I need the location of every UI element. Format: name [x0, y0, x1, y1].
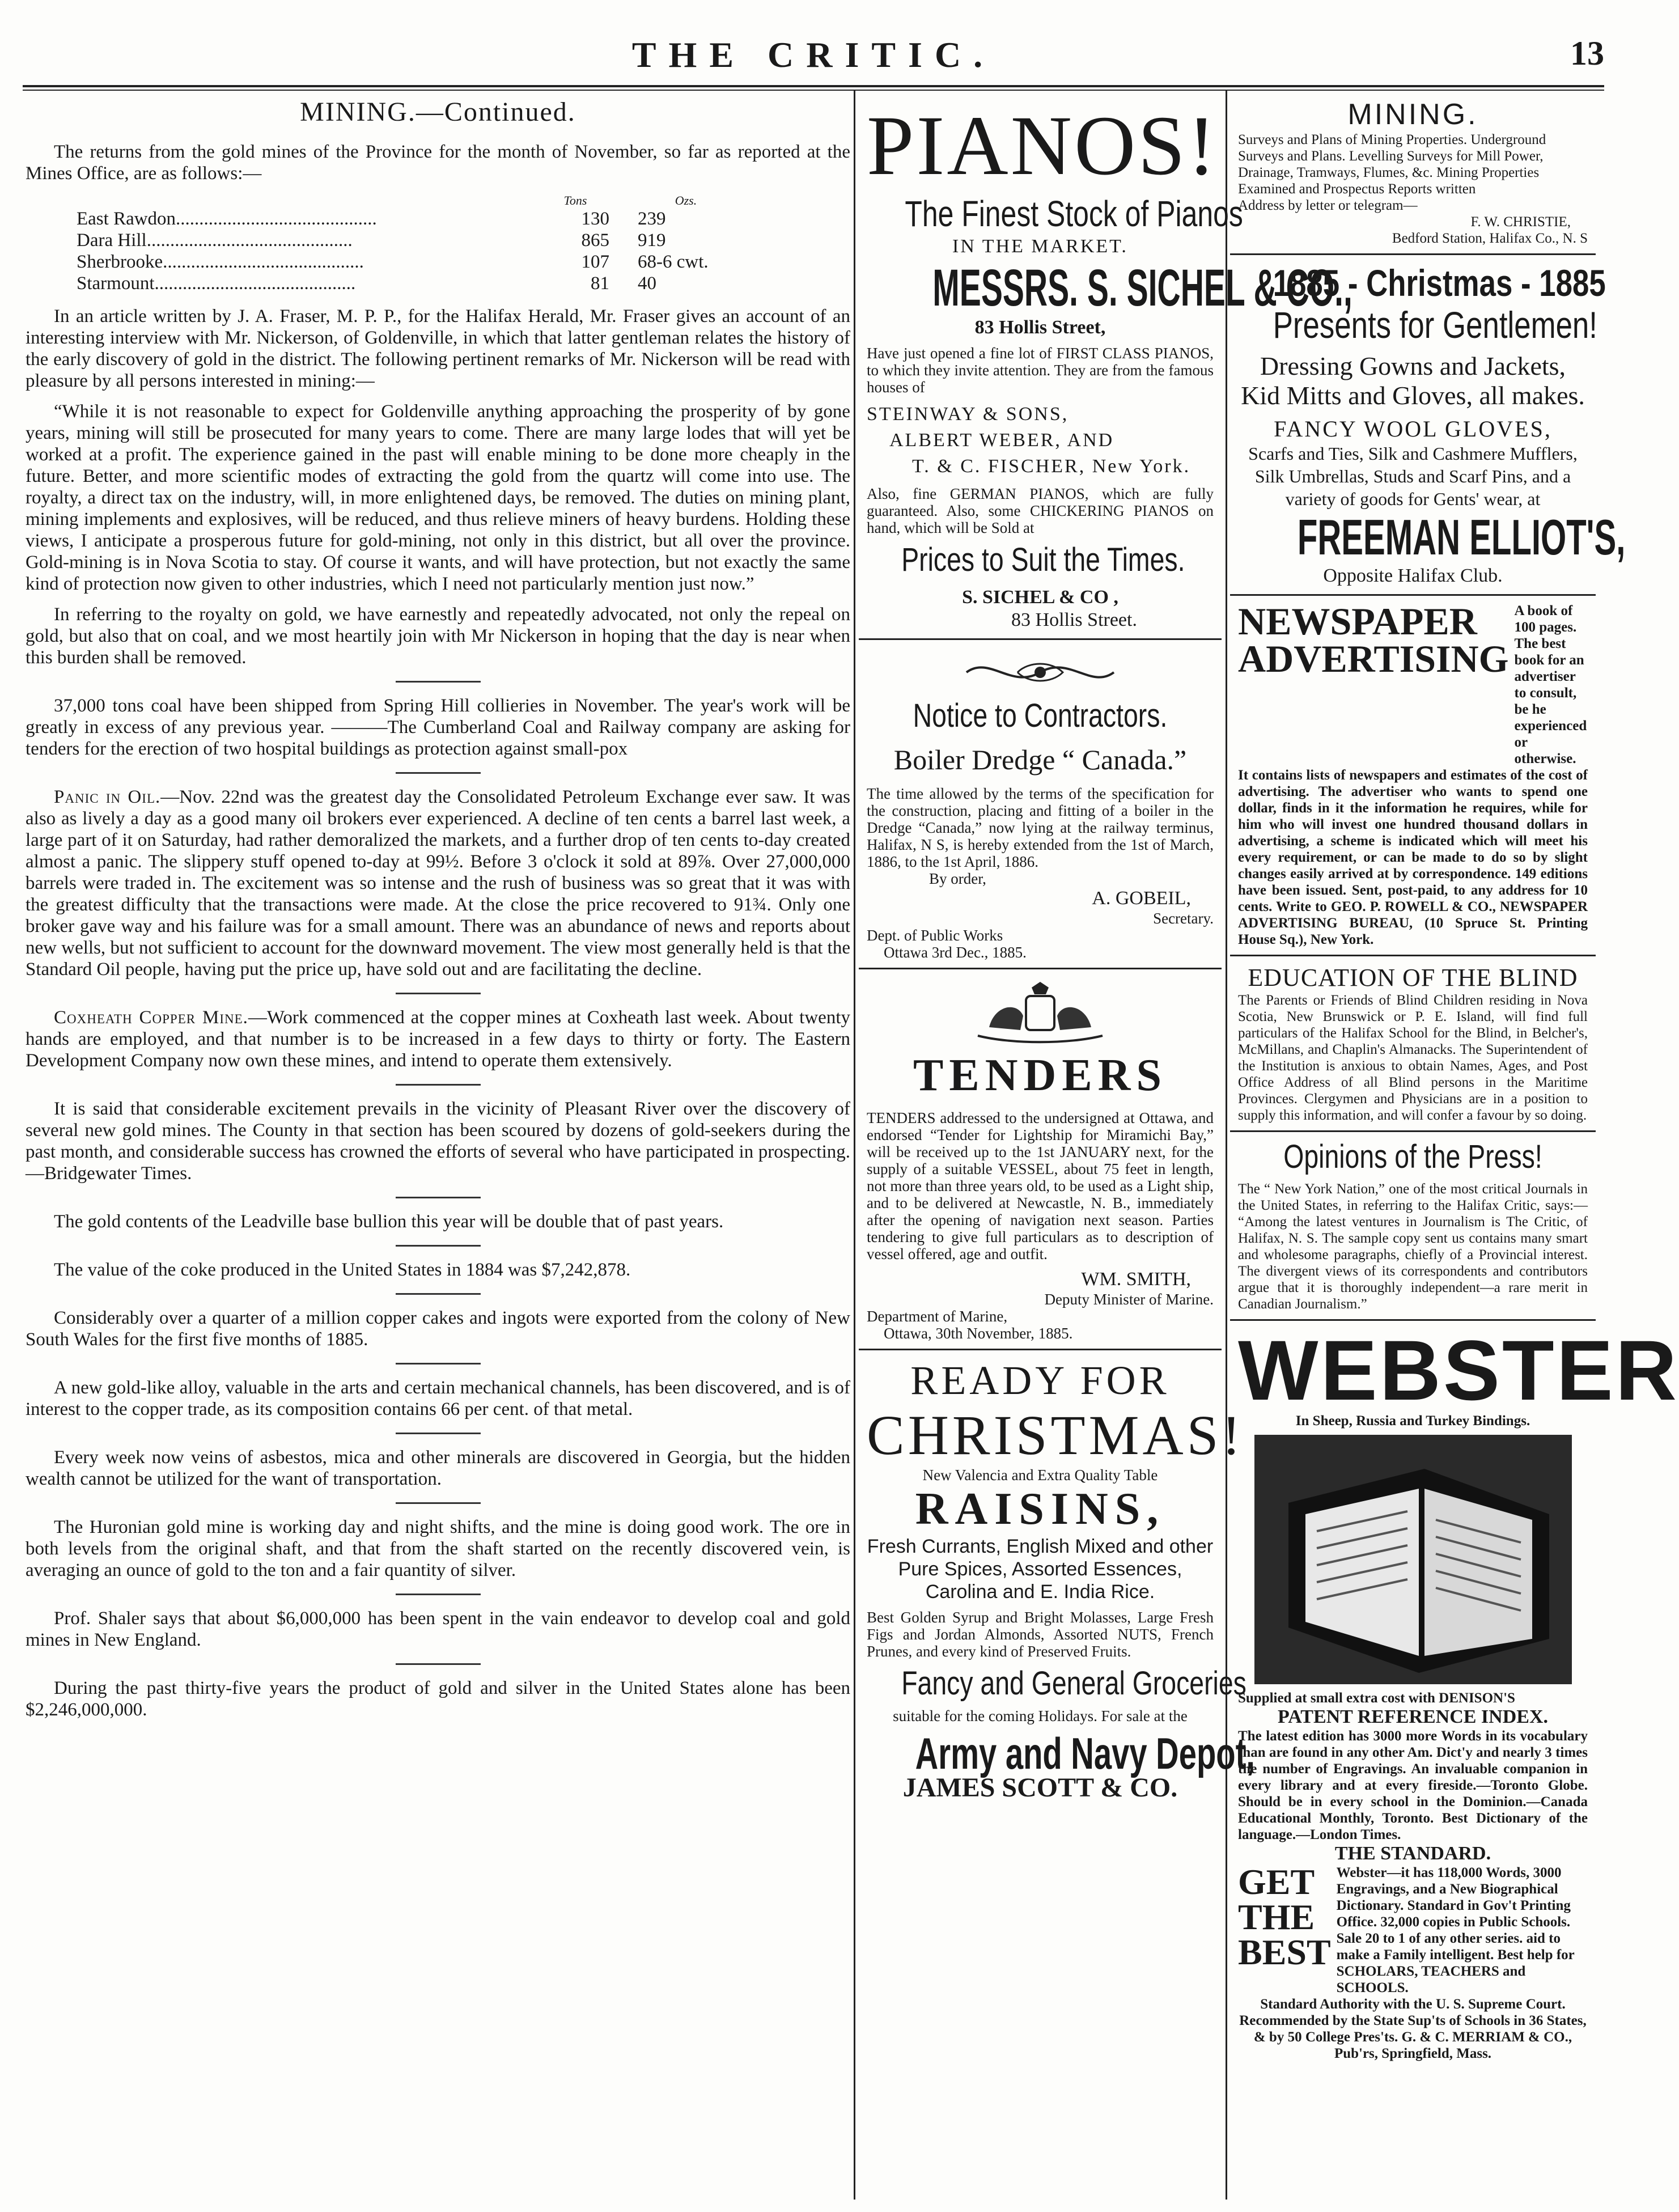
gowns-text: Dressing Gowns and Jackets, Kid Mitts and Gloves, all makes. — [1241, 351, 1585, 410]
webster-bindings: In Sheep, Russia and Turkey Bindings. — [1295, 1413, 1530, 1429]
mine-ozs: 68-6 cwt. — [638, 252, 709, 272]
webster-features: Webster—it has 118,000 Words, 3000 Engravings, and a New Biographical Dictionary. Standard in Gov't Printing Office. 32,000 copies in Public Schools. Sale 20 to 1 of any other series. aid to make a Family intelligent. Best help for SCHOLARS, TEACHERS and SCHOOLS. — [1336, 1865, 1575, 1995]
contractors-ad — [859, 640, 1222, 969]
freeman-elliot-ad — [1230, 255, 1626, 596]
column-rule-right — [1226, 91, 1227, 2200]
column-rule-left — [854, 91, 855, 2200]
prices-line: Prices to Suit the Times. — [901, 541, 1185, 578]
nsw-paragraph: Considerably over a quarter of a million copper cakes and ingots were exported from the colony of New South Wales for the first five months of 1885. — [26, 1308, 850, 1350]
word-best: BEST — [1238, 1932, 1331, 1972]
divider — [396, 681, 481, 683]
in-market-text: IN THE MARKET. — [952, 236, 1128, 257]
word-the: THE — [1238, 1897, 1315, 1937]
blind-education-ad — [1230, 956, 1596, 1132]
xmas-title: 1885 - Christmas - 1885 — [1273, 262, 1606, 304]
ozs-header: Ozs. — [675, 193, 697, 207]
mine-tons: 81 — [591, 273, 609, 294]
sichel-address: 83 Hollis Street, — [974, 317, 1106, 338]
mine-name: Sherbrooke........................................... — [77, 252, 364, 272]
divider — [396, 1197, 481, 1198]
webster-body: The latest edition has 3000 more Words in its vocabulary than are found in any other Am. Dict'y and nearly 3 times the number of Engravings. An invaluable companion in every library and at every fireside.—Toronto Globe. Should be in every school in the Dominion.—Canada Educational Monthly, Toronto. Best Dictionary of the language.—London Times. — [1238, 1728, 1588, 1842]
mining-survey-body: Surveys and Plans of Mining Properties. Underground Surveys and Plans. Levelling Surveys for Mill Power, Drainage, Tramways, Flumes, &c. Mining Properties Examined and Prospectus Reports written — [1238, 132, 1546, 197]
divider — [396, 1363, 481, 1365]
smith-title: Deputy Minister of Marine. — [1044, 1291, 1214, 1308]
tenders-ad — [859, 969, 1222, 1350]
get-the-best-block — [1238, 1864, 1588, 1996]
newspaper-logo — [1238, 600, 1509, 680]
christmas-title: CHRISTMAS! — [867, 1404, 1244, 1467]
the-standard: THE STANDARD. — [1334, 1843, 1491, 1864]
public-works-date: Ottawa 3rd Dec., 1885. — [884, 944, 1027, 961]
tons-header: Tons — [563, 193, 587, 207]
pianos-body: Have just opened a fine lot of FIRST CLASS PIANOS, to which they invite attention. They are from the famous houses of — [867, 345, 1214, 396]
pleasant-river-paragraph: It is said that considerable excitement prevails in the vicinity of Pleasant River over the discovery of several new gold mines. The County in that section has been scoured by dozens of gold-seekers during the past month, and considerable success has crowned the efforts of several who have participated in prospecting.—Bridgewater Times. — [26, 1099, 850, 1184]
sichel-firm-name: MESSRS. S. SICHEL & CO., — [932, 259, 1352, 317]
coxheath-lead: Coxheath Copper Mine. — [54, 1007, 248, 1028]
logo-newspaper: NEWSPAPER — [1238, 600, 1477, 643]
divider — [396, 772, 481, 774]
webster-footer: Standard Authority with the U. S. Supreme Court. Recommended by the State Sup'ts of Schools in 36 States, & by 50 College Pres'ts. G. & C. MERRIAM & CO., Pub'rs, Springfield, Mass. — [1239, 1997, 1587, 2061]
bedford-station: Bedford Station, Halifax Co., N. S — [1392, 231, 1588, 246]
table-row — [71, 273, 757, 294]
divider — [396, 1293, 481, 1295]
gobeil-signer: A. GOBEIL, — [1092, 888, 1191, 909]
right-ads-column — [1230, 91, 1679, 2200]
newspaper-header — [1238, 600, 1588, 767]
panic-text: —Nov. 22nd was the greatest day the Consolidated Petroleum Exchange ever saw. It was also as lively a day as a good many oil brokers ever experienced. A decline of ten cents a barrel last week, a large part of it on Saturday, had rather demoralized the markets, and a further drop of ten cents to-day created almost a panic. The slippery stuff opened to-day at 99½. Before 3 o'clock it sold at 89⅞. Over 27,000,000 barrels were traded in. The excitement was so intense and the rush of business was so great that it was with the greatest difficulty that the transactions were made. At the close the price recovered to 91¾. Only one broker gave way and his failure was for a small amount. There was an abundance of news and reports about new wells, but not sufficient to account for the downward movement. The view most generally held is that the Standard Oil people, having put the price up, have sold out and are facilitating the decline. — [26, 787, 850, 980]
tenders-body: TENDERS addressed to the undersigned at Ottawa, and endorsed “Tender for Lightship for Miramichi Bay,” will be received up to the 1st JANUARY next, for the supply of a suitable VESSEL, about 75 feet in length, not more than three years old, to be used as a Light ship, and to be delivered at Newcastle, N. B., immediately after the opening of navigation next season. Parties tendering to give full particulars as to description of vessel offered, age and outfit. — [867, 1109, 1214, 1262]
mine-name: Starmount........................................... — [77, 273, 356, 294]
presents-title: Presents for Gentlemen! — [1273, 304, 1597, 346]
raisins-title: RAISINS, — [915, 1484, 1165, 1534]
mine-name: East Rawdon........................................... — [77, 209, 377, 229]
james-scott: JAMES SCOTT & CO. — [902, 1773, 1178, 1803]
table-line: New Valencia and Extra Quality Table — [922, 1467, 1158, 1484]
webster-supplied: Supplied at small extra cost with DENISON'S — [1238, 1690, 1515, 1706]
webster-ad — [1230, 1321, 1679, 2069]
piano-maker-3: T. & C. FISCHER, New York. — [912, 456, 1191, 477]
returns-table — [71, 193, 757, 294]
mine-tons: 865 — [581, 230, 609, 251]
leadville-paragraph: The gold contents of the Leadville base bullion this year will be double that of past years. — [54, 1211, 724, 1232]
press-opinions-ad — [1230, 1132, 1596, 1321]
page-number: 13 — [1570, 35, 1604, 72]
returns-header-row — [71, 193, 757, 208]
divider — [396, 1245, 481, 1247]
shaler-paragraph: Prof. Shaler says that about $6,000,000 has been spent in the vain endeavor to develop coal and gold mines in New England. — [26, 1608, 850, 1650]
patent-index: PATENT REFERENCE INDEX. — [1277, 1706, 1548, 1727]
coal-paragraph: 37,000 tons coal have been shipped from Spring Hill collieries in November. The year's work will be greatly in excess of any previous year. ———The Cumberland Coal and Railway company are asking for tenders for the erection of two hospital buildings as protection against small-pox — [26, 696, 850, 759]
mine-ozs: 919 — [638, 230, 666, 251]
contractors-title: Notice to Contractors. — [913, 697, 1168, 734]
table-row — [71, 230, 757, 251]
ornament-icon — [955, 652, 1125, 692]
marine-dept: Department of Marine, — [867, 1308, 1008, 1325]
groceries-title: Fancy and General Groceries — [901, 1665, 1246, 1702]
panic-paragraph — [26, 786, 850, 980]
freeman-elliot-name: FREEMAN ELLIOT'S, — [1297, 509, 1626, 565]
nickerson-quote: “While it is not reasonable to expect for Goldenville anything approaching the prosperity of by gone years, mining will still be prosecuted for many years to come. There are many large lodes that will yet be worked at a profit. The experience gained in the past will enable mining to be done more cheaply in the future. Better, and more scientific modes of extracting the gold from the quartz will come into use. The royalty, a direct tax on the industry, will, in more enlightened days, be removed. The duties on mining plant, mining implements and explosives, will be reduced, and thus relieve miners of heavy burdens. Holding these views, I anticipate a prosperous future for gold-mining, not only in this district, but all over the province. Gold-mining is in Nova Scotia to stay. Of course it wants, and will have protection, but not exactly the same kind of protection now given to other industries, which I need not particularly mention just now.” — [26, 401, 850, 594]
address-line: Address by letter or telegram— — [1238, 198, 1418, 213]
divider — [396, 993, 481, 994]
newspaper-advertising-ad — [1230, 596, 1596, 956]
word-get: GET — [1238, 1862, 1315, 1902]
holidays-text: suitable for the coming Holidays. For sale at the — [893, 1707, 1188, 1724]
dictionary-illustration — [1254, 1435, 1572, 1684]
divider — [396, 1594, 481, 1595]
get-the-best-words — [1238, 1864, 1331, 1970]
coxheath-paragraph — [26, 1007, 850, 1071]
pianos-title: PIANOS! — [867, 99, 1218, 193]
currants-text: Fresh Currants, English Mixed and other Pure Spices, Assorted Essences, Carolina and E. India Rice. — [867, 1536, 1214, 1603]
newspaper-side-text: A book of 100 pages. The best book for an advertiser to consult, be he experienced or otherwise. — [1514, 603, 1587, 766]
huronian-paragraph: The Huronian gold mine is working day and night shifts, and the mine is doing good work. The ore in both levels from the original shaft, and that from the shaft started on the recently discovered vein, is averaging an ounce of gold to the ton and a fair quantity of silver. — [26, 1517, 850, 1580]
logo-advertising: ADVERTISING — [1238, 637, 1509, 680]
divider — [396, 1663, 481, 1665]
divider — [396, 1502, 481, 1504]
royalty-paragraph: In referring to the royalty on gold, we have earnestly and repeatedly advocated, not only the repeal on gold, but also that on coal, and we most heartily join with Mr Nickerson in hoping that the day is near when this burden shall be removed. — [26, 604, 850, 668]
christmas-ad — [859, 1350, 1255, 1806]
piano-maker-1: STEINWAY & SONS, — [867, 404, 1069, 425]
contractors-body: The time allowed by the terms of the specification for the construction, placing and fitting of a boiler in the Dredge “Canada,” now lying at the railway terminus, Halifax, N S, is hereby extended from the 1st of March, 1886, to the 1st April, 1886. — [867, 785, 1214, 870]
page-header — [23, 17, 1604, 85]
running-title: THE CRITIC. — [631, 35, 995, 75]
opinions-title: Opinions of the Press! — [1283, 1138, 1542, 1175]
coxheath-text: —Work commenced at the copper mines at Coxheath last week. About twenty hands are employed, and that number is to be increased in a few days to thirty or forty. The Eastern Development Company now own these mines, and intend to operate them extensively. — [26, 1007, 850, 1071]
webster-title: WEBSTER — [1238, 1323, 1679, 1418]
fraser-paragraph: In an article written by J. A. Fraser, M. P. P., for the Halifax Herald, Mr. Fraser gives an account of an interesting interview with Mr. Nickerson, of Goldenville, in which that latter gentleman relates the history of the early discovery of gold in the district. The following pertinent remarks of Mr. Nickerson will be read with pleasure by all persons interested in mining:— — [26, 306, 850, 391]
mine-tons: 107 — [581, 252, 609, 272]
panic-lead: Panic in Oil. — [54, 787, 161, 807]
mining-column — [26, 91, 850, 2200]
coke-paragraph: The value of the coke produced in the United States in 1884 was $7,242,878. — [54, 1260, 631, 1280]
section-title: MINING.—Continued. — [300, 97, 576, 127]
table-row — [71, 251, 757, 273]
opposite-club: Opposite Halifax Club. — [1323, 565, 1503, 586]
silver-paragraph: During the past thirty-five years the product of gold and silver in the United States alone has been $2,246,000,000. — [26, 1678, 850, 1720]
public-works-dept: Dept. of Public Works — [867, 927, 1003, 944]
returns-paragraph: The returns from the gold mines of the Province for the month of November, so far as reported at the Mines Office, are as follows:— — [26, 142, 850, 184]
army-navy-depot: Army and Navy Depot, — [915, 1728, 1255, 1778]
dredge-subtitle: Boiler Dredge “ Canada.” — [893, 744, 1187, 776]
mine-name: Dara Hill............................................ — [77, 230, 353, 251]
piano-maker-2: ALBERT WEBER, AND — [889, 430, 1114, 451]
mine-ozs: 40 — [638, 273, 656, 294]
sichel-signature: S. SICHEL & CO , — [962, 587, 1118, 608]
pianos-subtitle: The Finest Stock of Pianos — [905, 193, 1243, 234]
smith-signer: WM. SMITH, — [1081, 1269, 1191, 1290]
mining-survey-ad — [1230, 91, 1596, 255]
opinions-body: The “ New York Nation,” one of the most critical Journals in the United States, in referring to the Halifax Critic, says:— “Among the latest ventures in Journalism is The Critic, of Halifax, N. S. The sample copy sent us contains many smart and wholesome paragraphs, chiefly of a Provincial interest. The divergent views of its correspondents and contributors argue that it is thoroughly independent—a rare merit in Canadian Journalism.” — [1238, 1181, 1588, 1312]
by-order: By order, — [929, 870, 986, 887]
table-row — [71, 208, 757, 230]
asbestos-paragraph: Every week now veins of asbestos, mica and other minerals are discovered in Georgia, but the hidden wealth cannot be utilized for the want of transportation. — [26, 1447, 850, 1489]
marine-date: Ottawa, 30th November, 1885. — [884, 1325, 1073, 1342]
gobeil-title: Secretary. — [1153, 910, 1214, 927]
syrup-text: Best Golden Syrup and Bright Molasses, Large Fresh Figs and Jordan Almonds, Assorted NUTS, French Prunes, and every kind of Preserved Fruits. — [867, 1609, 1214, 1660]
alloy-paragraph: A new gold-like alloy, valuable in the arts and certain mechanical channels, has been discovered, and is of interest to the copper trade, as its composition contains 66 per cent. of that metal. — [26, 1378, 850, 1419]
blind-title: EDUCATION OF THE BLIND — [1248, 964, 1578, 991]
ready-for: READY FOR — [910, 1358, 1170, 1403]
blind-body: The Parents or Friends of Blind Children residing in Nova Scotia, New Brunswick or P. E. Island, will find full particulars of the Halifax School for the Blind, in Belcher's, McMillans, and Chaplin's Almanacks. The Superintendent of the Institution is anxious to obtain Names, Ages, and Post Office Address of all Blind persons in the Maritime Provinces. Clergymen and Physicians are in a position to supply this information, and will confer a favour by so doing. — [1238, 993, 1588, 1123]
newspaper-body: It contains lists of newspapers and estimates of the cost of advertising. The advertiser who wants to spend one dollar, finds in it the information he requires, while for him who will invest one hundred thousand dollars in advertising, a scheme is indicated which will meet his every requirement, or can be made to do so by slight changes easily arrived at by correspondence. 149 editions have been issued. Sent, post-paid, to any address for 10 cents. Write to GEO. P. ROWELL & CO., NEWSPAPER ADVERTISING BUREAU, (10 Spruce St. Printing House Sq.), New York. — [1238, 768, 1588, 947]
mine-tons: 130 — [581, 209, 609, 229]
divider — [396, 1433, 481, 1434]
mining-survey-title: MINING. — [1347, 98, 1478, 131]
divider — [396, 1084, 481, 1086]
tenders-title: TENDERS — [913, 1050, 1167, 1100]
royal-arms-icon — [955, 982, 1125, 1044]
scarfs-text: Scarfs and Ties, Silk and Cashmere Mufflers, Silk Umbrellas, Studs and Scarf Pins, and a variety of goods for Gents' wear, at — [1248, 443, 1578, 509]
header-rule — [23, 85, 1604, 87]
mine-ozs: 239 — [638, 209, 666, 229]
sichel-sig-address: 83 Hollis Street. — [1011, 609, 1137, 630]
wool-gloves: FANCY WOOL GLOVES, — [1274, 416, 1552, 442]
german-pianos-text: Also, fine GERMAN PIANOS, which are fully guaranteed. Also, some CHICKERING PIANOS on hand, which will be Sold at — [867, 485, 1214, 536]
christie-name: F. W. CHRISTIE, — [1470, 214, 1571, 230]
